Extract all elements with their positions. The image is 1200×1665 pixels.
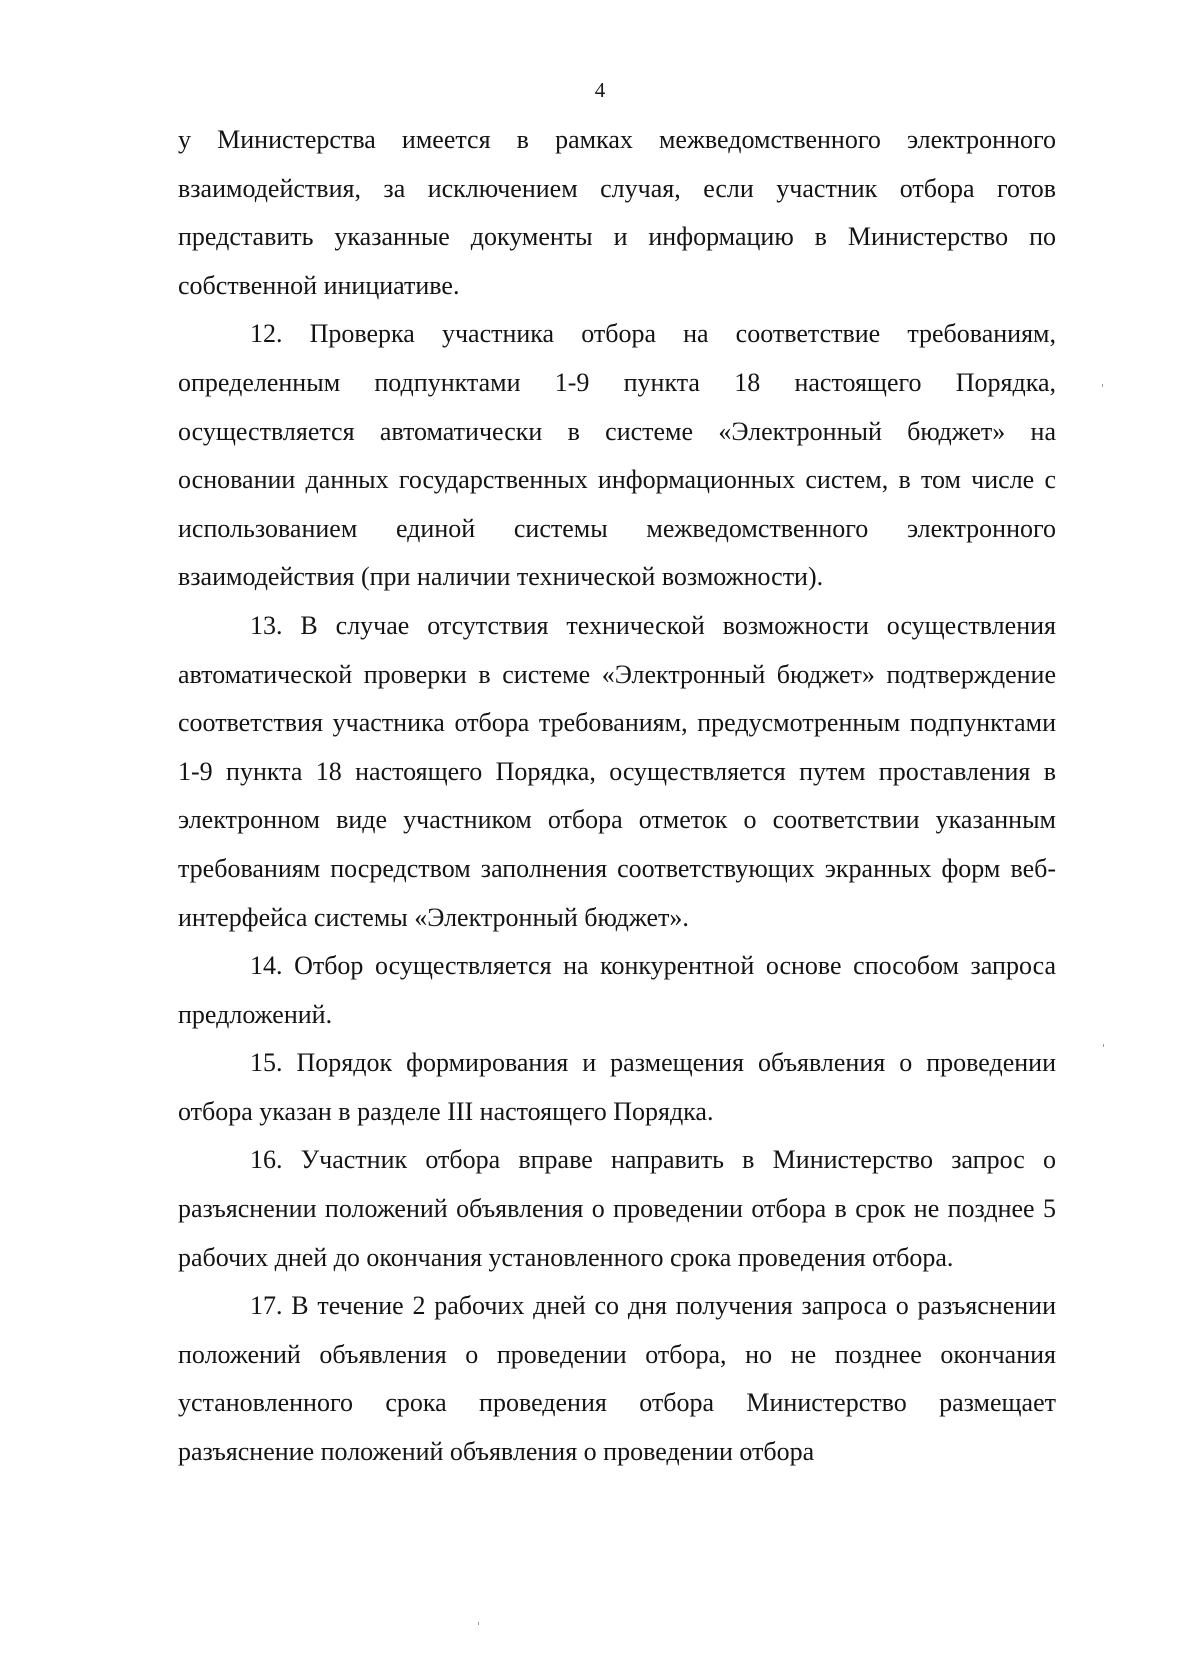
paragraph-15: 15. Порядок формирования и размещения объявления о проведении отбора указан в разделе III настоящего Порядка. [178,1048,1056,1126]
scan-speck [1102,384,1103,387]
paragraph-13: 13. В случае отсутствия технической возможности осуществления автоматической проверки в системе «Электронный бюджет» подтверждение соответствия участника отбора требованиям, предусмотренным подпунктами 1-9 пункта 18 настоящего Порядка, осуществляется путем проставления в электронном виде участником отбора отметок о соответствии указанным требованиям посредством заполнения соответствующих экранных форм веб-интерфейса системы «Электронный бюджет». [178,610,1056,932]
document-body [178,116,1056,1477]
paragraph-continuation: у Министерства имеется в рамках межведомственного электронного взаимодействия, за исключением случая, если участник отбора готов представить указанные документы и информацию в Министерство по собственной инициативе. [178,125,1056,300]
scan-speck [478,1622,479,1625]
page-number: 4 [594,78,606,102]
paragraph-12: 12. Проверка участника отбора на соответствие требованиям, определенным подпунктами 1-9 пункта 18 настоящего Порядка, осуществляется автоматически в системе «Электронный бюджет» на основании данных государственных информационных систем, в том числе с использованием единой системы межведомственного электронного взаимодействия (при наличии технической возможности). [178,319,1056,592]
paragraph-14: 14. Отбор осуществляется на конкурентной основе способом запроса предложений. [178,951,1056,1029]
paragraph-17: 17. В течение 2 рабочих дней со дня получения запроса о разъяснении положений объявления о проведении отбора, но не позднее окончания установленного срока проведения отбора Министерство размещает разъяснение положений объявления о проведении отбора [178,1291,1056,1467]
paragraph-16: 16. Участник отбора вправе направить в Министерство запрос о разъяснении положений объявления о проведении отбора в срок не позднее 5 рабочих дней до окончания установленного срока проведения отбора. [178,1145,1056,1272]
scan-speck [1103,1044,1104,1047]
